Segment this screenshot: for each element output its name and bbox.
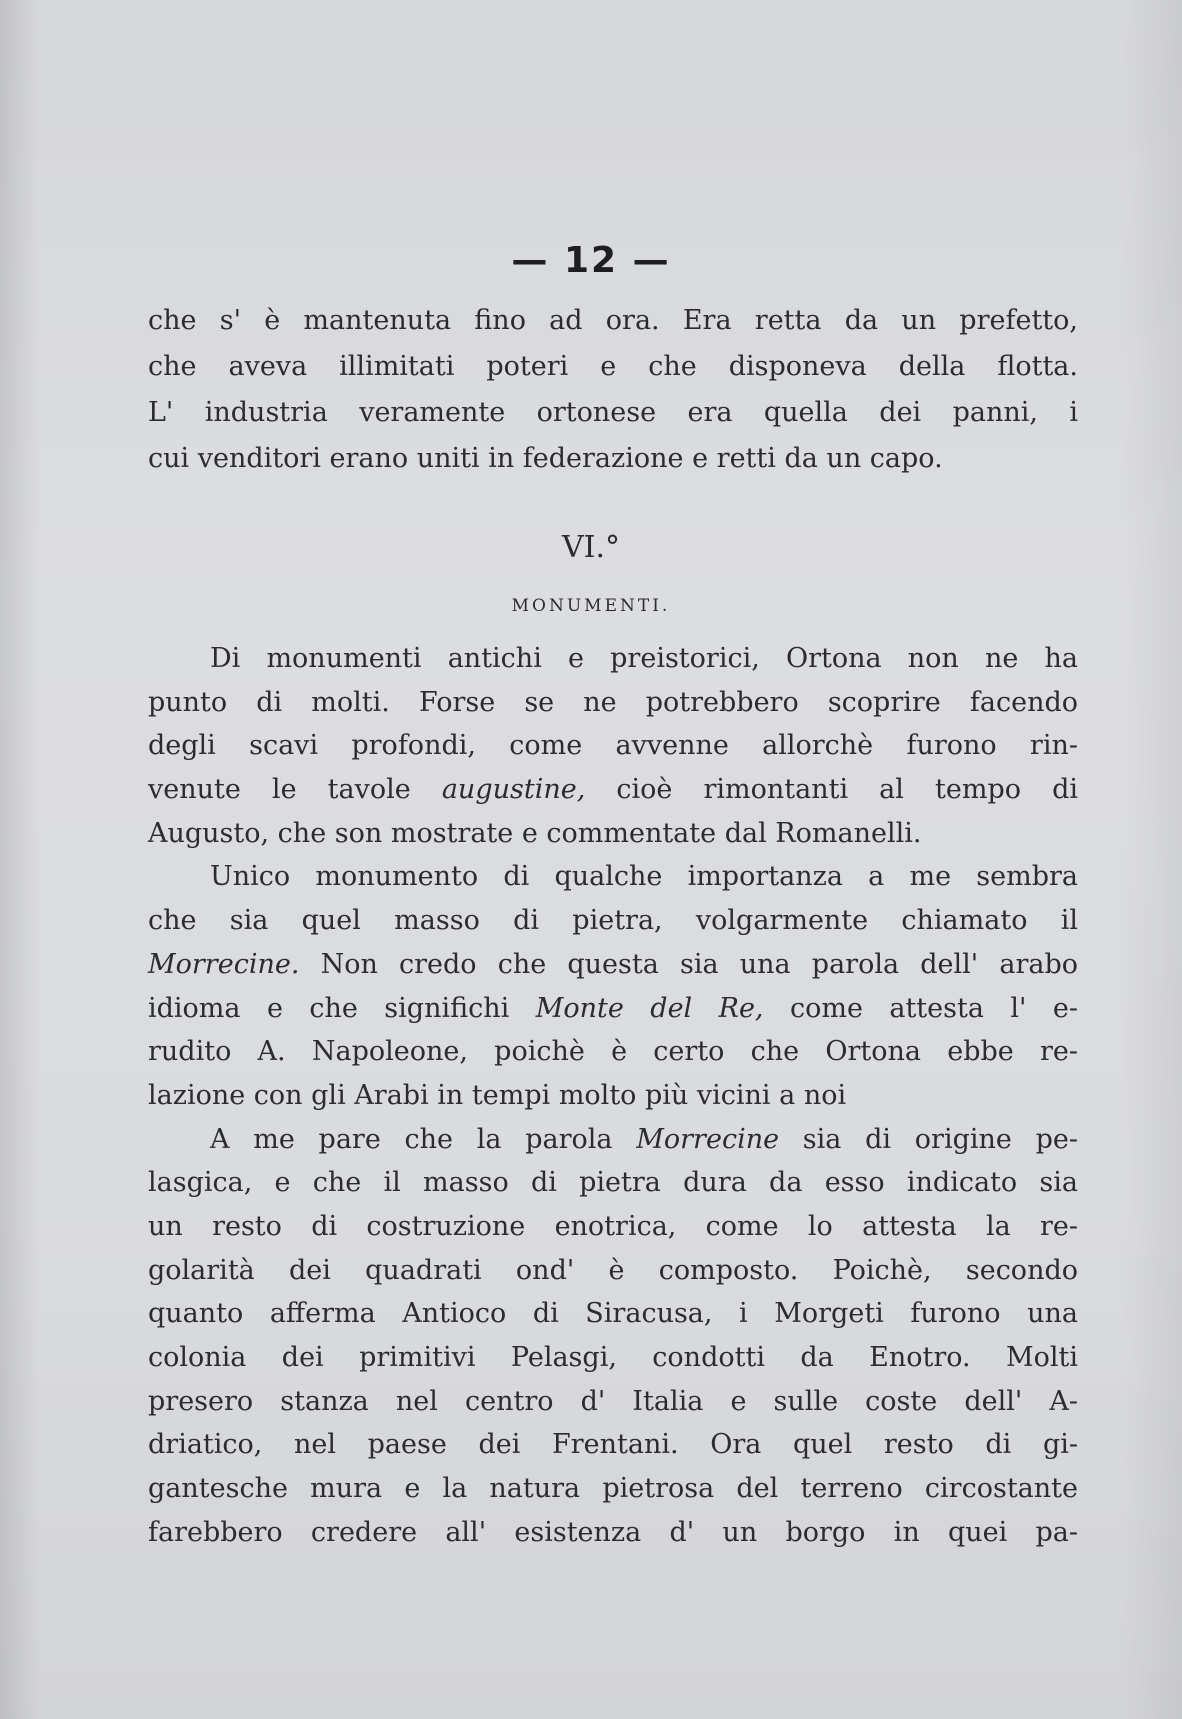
- text-line: Di monumenti antichi e preistorici, Ortona non ne ha: [210, 643, 1078, 674]
- text-segment: venute le tavole: [148, 774, 442, 806]
- text-line: colonia dei primitivi Pelasgi, condotti da Enotro. Molti: [148, 1342, 1078, 1373]
- text-line: un resto di costruzione enotrica, come lo attesta la re-: [148, 1210, 1078, 1242]
- text-line: [148, 943, 1078, 987]
- text-line: che aveva illimitati poteri e che disponeva della flotta.: [148, 351, 1078, 382]
- italic-term: augustine,: [441, 774, 586, 806]
- text-line: lasgica, e che il masso di pietra dura da esso indicato sia: [148, 1167, 1078, 1199]
- text-segment: A me pare che la parola: [210, 1123, 637, 1155]
- text-line: [148, 768, 1078, 812]
- text-line: quanto afferma Antioco di Siracusa, i Morgeti furono una: [148, 1298, 1078, 1330]
- text-line: presero stanza nel centro d' Italia e sulle coste dell' A-: [148, 1385, 1078, 1417]
- text-line: [148, 1118, 1078, 1162]
- text-line: degli scavi profondi, come avvenne allorchè furono rin-: [148, 730, 1078, 762]
- text-line: cui venditori erano uniti in federazione e retti da un capo.: [148, 443, 943, 474]
- top-paragraph: [148, 298, 1078, 482]
- text-line: lazione con gli Arabi in tempi molto più vicini a noi: [148, 1079, 847, 1111]
- italic-term: Morrecine: [636, 1123, 780, 1155]
- text-line: golarità dei quadrati ond' è composto. Poichè, secondo: [148, 1254, 1078, 1286]
- text-line: farebbero credere all' esistenza d' un borgo in quei pa-: [148, 1516, 1078, 1548]
- text-line: Unico monumento di qualche importanza a me sembra: [210, 861, 1078, 893]
- section-number: VI.°: [561, 530, 621, 565]
- section-body: [148, 637, 1078, 1554]
- italic-term: Monte del Re,: [535, 992, 764, 1024]
- italic-term: Morrecine.: [148, 948, 300, 980]
- text-line: Augusto, che son mostrate e commentate dal Romanelli.: [148, 817, 922, 849]
- text-line: [148, 987, 1078, 1031]
- page-number: — 12 —: [511, 240, 671, 281]
- text-line: gantesche mura e la natura pietrosa del terreno circostante: [148, 1473, 1078, 1505]
- text-line: L' industria veramente ortonese era quella dei panni, i: [148, 397, 1078, 428]
- text-segment: come attesta l' e-: [763, 992, 1078, 1024]
- text-line: che sia quel masso di pietra, volgarmente chiamato il: [148, 905, 1078, 937]
- text-line: che s' è mantenuta fino ad ora. Era retta da un prefetto,: [148, 305, 1078, 336]
- text-segment: Non credo che questa sia una parola dell' arabo: [299, 948, 1078, 980]
- section-title: MONUMENTI.: [511, 596, 671, 616]
- text-line: driatico, nel paese dei Frentani. Ora quel resto di gi-: [148, 1429, 1078, 1461]
- text-line: rudito A. Napoleone, poichè è certo che Ortona ebbe re-: [148, 1036, 1078, 1068]
- text-segment: cioè rimontanti al tempo di: [585, 774, 1078, 806]
- text-line: punto di molti. Forse se ne potrebbero scoprire facendo: [148, 686, 1078, 718]
- text-segment: idioma e che significhi: [148, 992, 536, 1024]
- text-segment: sia di origine pe-: [779, 1123, 1078, 1155]
